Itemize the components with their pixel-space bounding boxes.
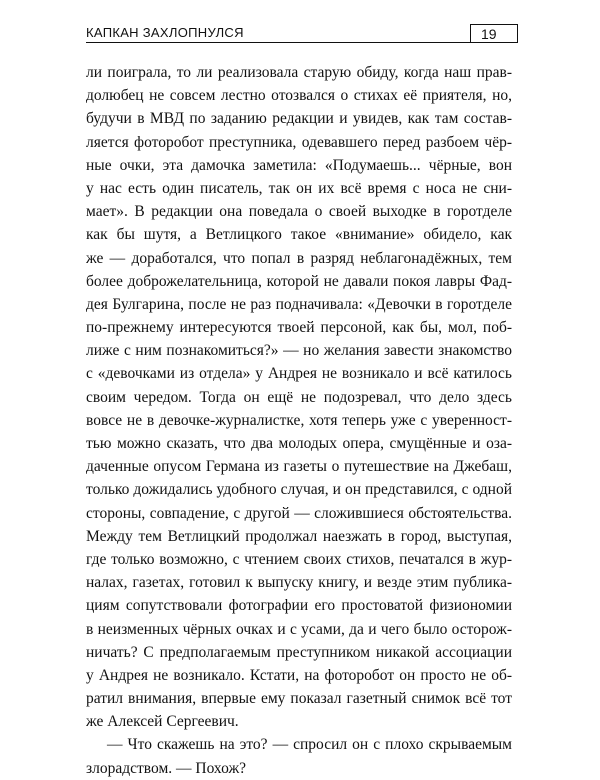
text-line: стороны, совпадение, с другой — сложившиеся обстоятельства.	[86, 504, 512, 522]
text-line: даченные опусом Германа из газеты о путешествие на Джебаш,	[86, 458, 512, 476]
text-line: будучи в МВД по заданию редакции и увидев, как там состав-	[86, 110, 512, 128]
text-line: тью можно сказать, что два молодых опера, смущённые и оза-	[86, 435, 512, 452]
text-line: налах, газетах, готовил к выпуску книгу, и везде этим публика-	[86, 574, 512, 592]
body-text	[86, 61, 512, 780]
header-rule	[86, 42, 518, 43]
text-line: вовсе не в девочке-журналистке, хотя теперь уже с уверенност-	[86, 411, 512, 429]
text-line: более доброжелательница, которой не давали покоя лавры Фад-	[86, 272, 512, 290]
text-line: Между тем Ветлицкий продолжал наезжать в город, выступая,	[86, 527, 512, 545]
text-line: дея Булгарина, после не раз подначивала: «Девочки в горотделе	[86, 295, 512, 313]
text-line: у нас есть один писатель, так он их всё время с носа не сни-	[86, 179, 512, 197]
text-line: ли поиграла, то ли реализовала старую обиду, когда наш прав-	[86, 64, 512, 81]
text-line: ничать? С предполагаемым преступником никакой ассоциации	[86, 643, 512, 661]
text-line: по-прежнему интересуются твоей персоной, как бы, мол, поб-	[86, 319, 512, 337]
text-line: только дожидались удобного случая, и он представился, с одной	[86, 481, 512, 499]
text-line: лиже с ним познакомиться?» — но желания завести знакомство	[86, 342, 512, 360]
page-number: 19	[481, 26, 497, 42]
text-line: циям сопутствовали фотографии его простоватой физиономии	[86, 597, 512, 615]
text-line: ляется фоторобот преступника, одевавшего перед разбоем чёр-	[86, 133, 512, 151]
text-line: своим чередом. Тогда он ещё не подозревал, что дело здесь	[86, 388, 512, 406]
text-line: же — доработался, что попал в разряд неблагонадёжных, тем	[86, 249, 512, 267]
text-line: где только возможно, с чтением своих стихов, печатался в жур-	[86, 550, 512, 568]
dialogue-line: — Что скажешь на это? — спросил он с плохо скрываемым	[107, 736, 512, 754]
page-number-box	[470, 24, 518, 43]
page-header	[86, 24, 518, 46]
running-title: КАПКАН ЗАХЛОПНУЛСЯ	[86, 25, 244, 40]
text-line: долюбец не совсем лестно отозвался о стихах её приятеля, но,	[86, 87, 512, 105]
text-line: в неизменных чёрных очках и с усами, да и чего было осторож-	[86, 620, 512, 638]
text-line: у Андрея не возникало. Кстати, на фоторобот он просто не об-	[86, 666, 512, 684]
text-line: же Алексей Сергеевич.	[86, 713, 239, 731]
text-line: как бы шутя, а Ветлицкого такое «внимание» обидело, как	[86, 226, 512, 244]
text-line: с «девочками из отдела» у Андрея не возникало и всё катилось	[86, 365, 512, 383]
text-line: мает». В редакции она поведала о своей выходке в горотделе	[86, 203, 512, 221]
text-line: злорадством. — Похож?	[86, 759, 247, 777]
text-line: ратил внимания, впервые ему показал газетный снимок всё тот	[86, 690, 512, 708]
text-line: ные очки, эта дамочка заметила: «Подумаешь... чёрные, вон	[86, 156, 512, 174]
